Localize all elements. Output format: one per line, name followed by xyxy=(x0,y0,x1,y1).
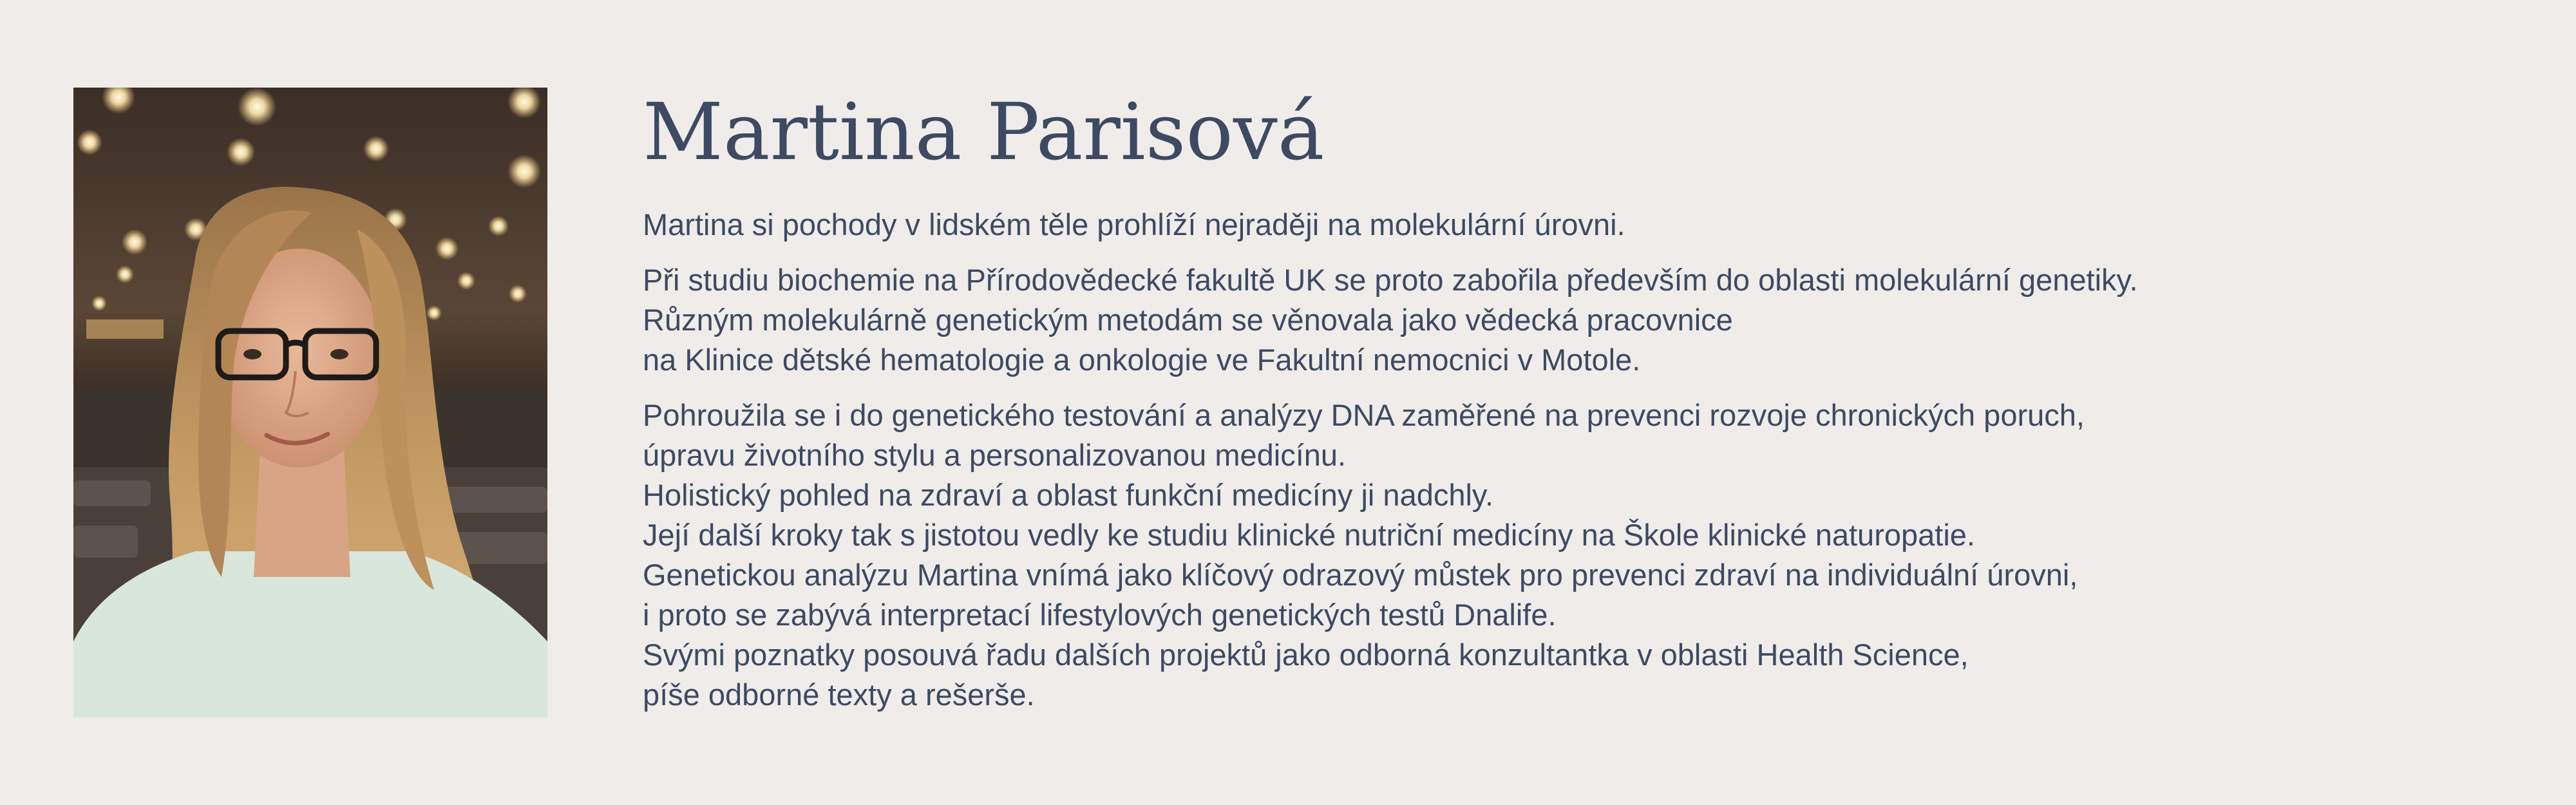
bio-line: Svými poznatky posouvá řadu dalších projektů jako odborná konzultantka v oblasti Health Science, xyxy=(643,638,1969,672)
bio-line: Holistický pohled na zdraví a oblast funkční medicíny ji nadchly. xyxy=(643,478,1494,512)
portrait-photo-icon xyxy=(73,88,547,717)
bio-paragraph-3 xyxy=(643,395,2510,715)
bio-line: i proto se zabývá interpretací lifestylových genetických testů Dnalife. xyxy=(643,598,1557,632)
bio-line: Pohroužila se i do genetického testování a analýzy DNA zaměřené na prevenci rozvoje chronických poruch, xyxy=(643,398,2085,432)
bio-paragraph-2 xyxy=(643,260,2510,380)
profile-photo xyxy=(73,88,547,717)
profile-content xyxy=(643,84,2510,715)
bio-line: na Klinice dětské hematologie a onkologie ve Fakultní nemocnici v Motole. xyxy=(643,343,1641,377)
profile-name: Martina Parisová xyxy=(643,86,1325,178)
bio-line: Různým molekulárně genetickým metodám se věnovala jako vědecká pracovnice xyxy=(643,303,1733,337)
bio-line: Její další kroky tak s jistotou vedly ke studiu klinické nutriční medicíny na Škole klinické naturopatie. xyxy=(643,518,1975,552)
bio-line: úpravu životního stylu a personalizovanou medicínu. xyxy=(643,438,1347,472)
bio-paragraph-1 xyxy=(643,205,2510,245)
bio-line: Martina si pochody v lidském těle prohlíží nejraději na molekulární úrovni. xyxy=(643,207,1625,242)
bio-line: Při studiu biochemie na Přírodovědecké fakultě UK se proto zabořila především do oblasti molekulární genetiky. xyxy=(643,263,2138,297)
bio-line: píše odborné texty a rešerše. xyxy=(643,677,1035,712)
bio-line: Genetickou analýzu Martina vnímá jako klíčový odrazový můstek pro prevenci zdraví na individuální úrovni, xyxy=(643,558,2078,592)
